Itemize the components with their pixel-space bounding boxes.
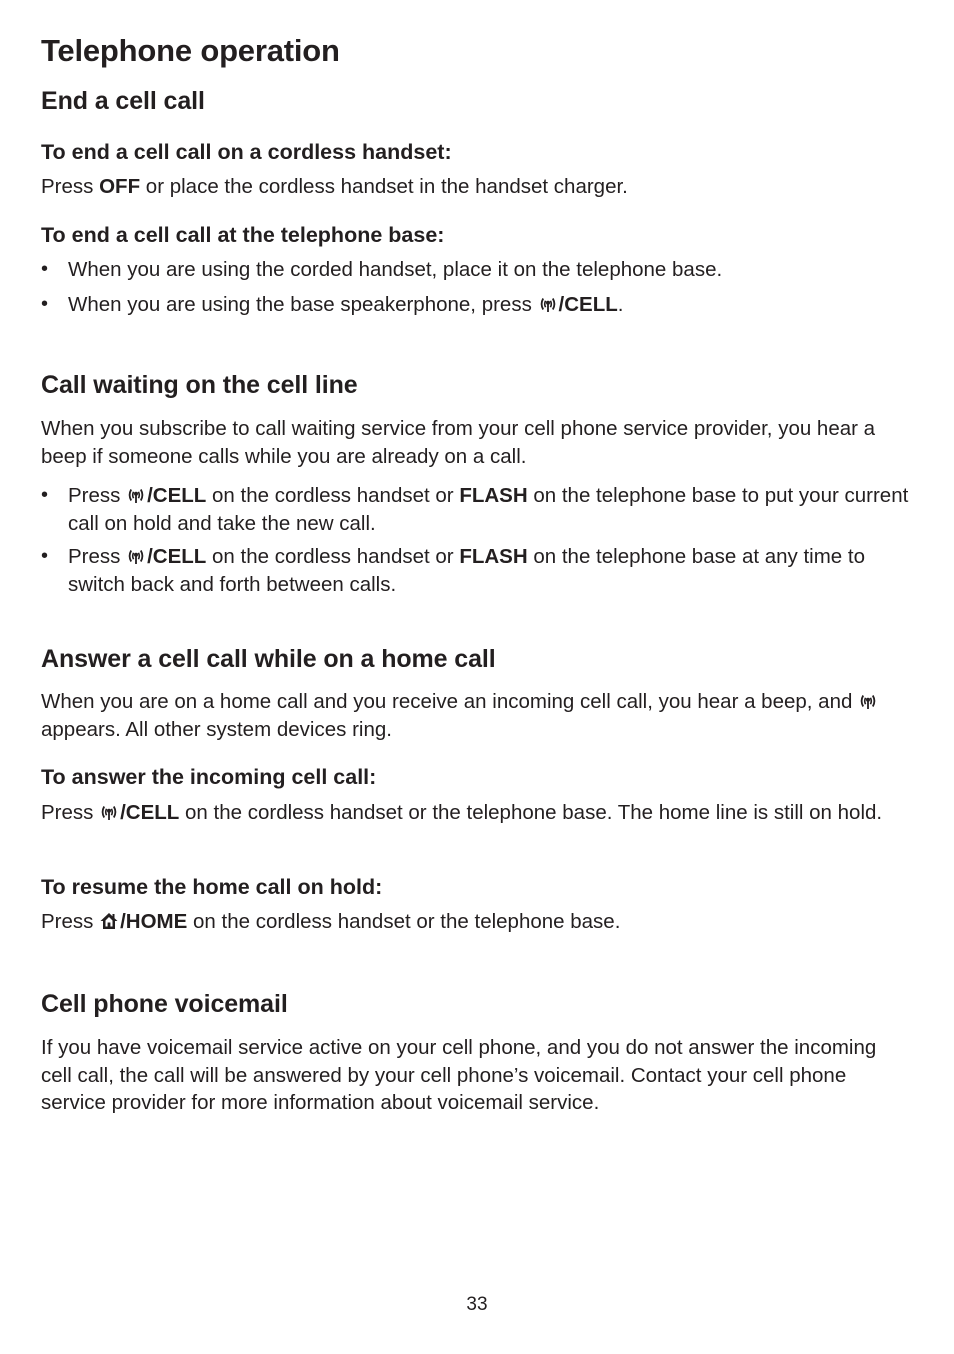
list-item: • When you are using the corded handset, place it on the telephone base. [41, 256, 911, 284]
list-end-at-base [41, 256, 911, 318]
paragraph-voicemail: If you have voicemail service active on your cell phone, and you do not answer the incoming cell call, the call will be answered by your cell phone’s voicemail. Contact your cell phone service provider for more information about voicemail service. [41, 1036, 877, 1114]
list-item: • Press /CELL on the cordless handset or FLASH on the telephone base to put your current call on hold and take the new call. [41, 482, 911, 537]
key-cell: /CELL [147, 484, 207, 507]
home-icon [99, 911, 119, 931]
key-cell: /CELL [147, 545, 207, 568]
cell-signal-icon [126, 485, 146, 505]
section-heading-call-waiting: Call waiting on the cell line [41, 371, 358, 399]
key-flash: FLASH [459, 545, 528, 568]
key-home: /HOME [120, 910, 188, 933]
page-number: 33 [466, 1294, 488, 1315]
key-cell: /CELL [558, 292, 618, 316]
section-heading-end-cell-call: End a cell call [41, 87, 205, 115]
section-heading-voicemail: Cell phone voicemail [41, 990, 288, 1018]
section-heading-answer-cell-call: Answer a cell call while on a home call [41, 645, 496, 673]
paragraph-end-on-handset: Press OFF or place the cordless handset in the handset charger. [41, 175, 628, 198]
subheading-end-at-base: To end a cell call at the telephone base: [41, 223, 445, 247]
cell-signal-icon [538, 294, 558, 314]
paragraph-answer-intro: When you are on a home call and you receive an incoming cell call, you hear a beep, and appears. All other system devices ring. [41, 688, 911, 743]
list-item: • When you are using the base speakerphone, press /CELL. [41, 291, 911, 319]
paragraph-answer-incoming: Press /CELL on the cordless handset or the telephone base. The home line is still on hold. [41, 801, 883, 824]
key-off: OFF [99, 175, 141, 198]
page-title: Telephone operation [41, 33, 340, 68]
cell-signal-icon [99, 802, 119, 822]
paragraph-call-waiting-intro: When you subscribe to call waiting service from your cell phone service provider, you hear a beep if someone calls while you are already on a call. [41, 417, 876, 468]
subheading-answer-incoming: To answer the incoming cell call: [41, 765, 377, 789]
key-cell: /CELL [120, 801, 180, 824]
paragraph-resume-home: Press /HOME on the cordless handset or the telephone base. [41, 910, 621, 933]
subheading-end-on-handset: To end a cell call on a cordless handset: [41, 140, 452, 164]
list-item: • Press /CELL on the cordless handset or FLASH on the telephone base at any time to switch back and forth between calls. [41, 543, 911, 598]
cell-signal-icon [126, 546, 146, 566]
cell-signal-icon [858, 691, 878, 711]
key-flash: FLASH [459, 484, 528, 507]
subheading-resume-home: To resume the home call on hold: [41, 875, 383, 899]
list-call-waiting [41, 482, 911, 598]
